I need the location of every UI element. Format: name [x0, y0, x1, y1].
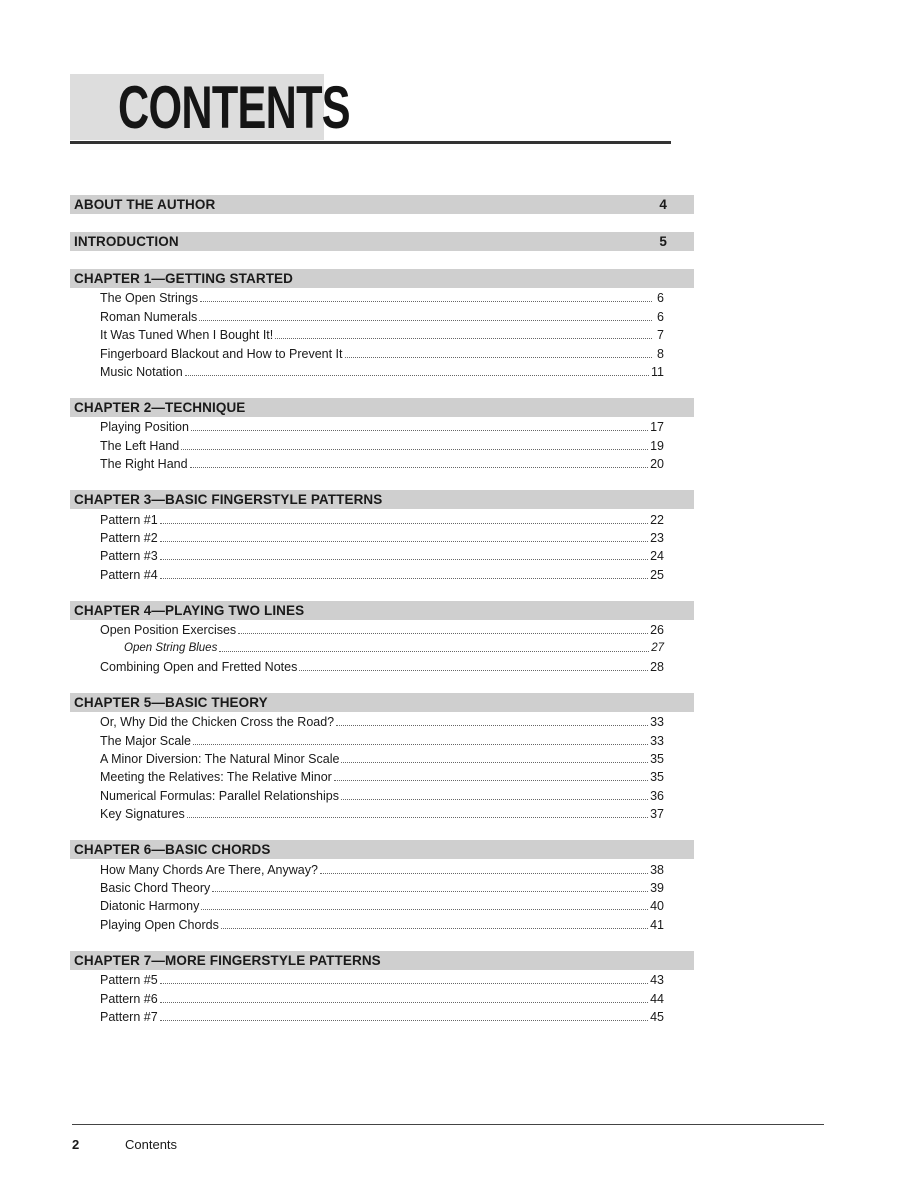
- section-bar-about-the-author: [70, 195, 694, 214]
- chapter-heading: [70, 840, 694, 859]
- entry-label: A Minor Diversion: The Natural Minor Scale: [100, 752, 340, 767]
- chapter-heading: [70, 398, 694, 417]
- entry-label: Pattern #5: [100, 973, 158, 988]
- toc-entry: [70, 988, 694, 1006]
- dot-leader: [341, 762, 648, 763]
- entry-label: Combining Open and Fretted Notes: [100, 659, 298, 674]
- dot-leader: [221, 928, 648, 929]
- chapter-title: CHAPTER 4—PLAYING TWO LINES: [74, 602, 305, 618]
- entry-page: 35: [650, 770, 664, 785]
- chapter-section: [70, 693, 694, 822]
- entry-label: Meeting the Relatives: The Relative Minor: [100, 770, 332, 785]
- toc-entry: [70, 878, 694, 896]
- chapter-title: CHAPTER 7—MORE FINGERSTYLE PATTERNS: [74, 952, 381, 968]
- dot-leader: [341, 799, 648, 800]
- chapter-heading: [70, 951, 694, 970]
- dot-leader: [219, 651, 649, 652]
- entry-page: 24: [650, 549, 664, 564]
- dot-leader: [160, 1020, 648, 1021]
- footer-rule: [72, 1124, 824, 1125]
- toc-entry: [70, 767, 694, 785]
- dot-leader: [160, 578, 648, 579]
- entry-label: Pattern #3: [100, 549, 158, 564]
- section-title: ABOUT THE AUTHOR: [74, 197, 216, 212]
- chapter-title: CHAPTER 3—BASIC FINGERSTYLE PATTERNS: [74, 492, 383, 508]
- chapter-section: [70, 398, 694, 472]
- entry-label: The Left Hand: [100, 438, 180, 453]
- dot-leader: [238, 633, 648, 634]
- toc-entry: [70, 1007, 694, 1025]
- dot-leader: [190, 467, 649, 468]
- dot-leader: [199, 320, 652, 321]
- entry-label: Open String Blues: [124, 642, 218, 655]
- toc-entry: [70, 785, 694, 803]
- entry-label: The Major Scale: [100, 733, 192, 748]
- entry-list: [70, 509, 694, 583]
- title-rule: [70, 141, 671, 144]
- chapter-section: [70, 269, 694, 380]
- chapter-title: CHAPTER 1—GETTING STARTED: [74, 271, 294, 286]
- toc-entry: [70, 656, 694, 674]
- entry-page: 44: [650, 991, 664, 1006]
- dot-leader: [201, 909, 648, 910]
- dot-leader: [160, 523, 648, 524]
- entry-page: 40: [650, 899, 664, 914]
- toc-entry: [70, 454, 694, 472]
- section-page: 4: [659, 197, 667, 212]
- chapter-title: CHAPTER 6—BASIC CHORDS: [74, 842, 271, 858]
- dot-leader: [200, 301, 652, 302]
- entry-label: It Was Tuned When I Bought It!: [100, 328, 274, 343]
- entry-label: Playing Open Chords: [100, 917, 219, 932]
- dot-leader: [299, 670, 648, 671]
- toc-entry: [70, 546, 694, 564]
- toc-entry: [70, 749, 694, 767]
- chapter-section: [70, 840, 694, 933]
- toc-entry: [70, 896, 694, 914]
- page-title: CONTENTS: [118, 74, 350, 141]
- chapter-section: [70, 951, 694, 1025]
- entry-label: The Open Strings: [100, 291, 198, 306]
- entry-label: Numerical Formulas: Parallel Relationships: [100, 788, 339, 803]
- toc-entry: [70, 325, 694, 343]
- entry-page: 43: [650, 973, 664, 988]
- toc-subentry: [70, 638, 694, 656]
- toc-entry: [70, 620, 694, 638]
- entry-label: Pattern #2: [100, 530, 158, 545]
- entry-label: Open Position Exercises: [100, 623, 237, 638]
- entry-label: Pattern #7: [100, 1009, 158, 1024]
- entry-label: Roman Numerals: [100, 309, 198, 324]
- entry-list: [70, 859, 694, 933]
- entry-page: 22: [650, 512, 664, 527]
- entry-label: Basic Chord Theory: [100, 880, 211, 895]
- entry-page: 25: [650, 567, 664, 582]
- chapter-heading: [70, 601, 694, 620]
- toc-entry: [70, 509, 694, 527]
- dot-leader: [160, 983, 648, 984]
- chapter-title: CHAPTER 5—BASIC THEORY: [74, 694, 268, 710]
- toc-entry: [70, 417, 694, 435]
- toc-entry: [70, 859, 694, 877]
- entry-page: 11: [651, 364, 664, 379]
- entry-page: 6: [657, 309, 664, 324]
- section-title: INTRODUCTION: [74, 234, 179, 249]
- dot-leader: [334, 780, 648, 781]
- chapter-title: CHAPTER 2—TECHNIQUE: [74, 399, 246, 415]
- dot-leader: [336, 725, 648, 726]
- entry-page: 17: [650, 420, 664, 435]
- entry-list: [70, 970, 694, 1025]
- dot-leader: [181, 449, 648, 450]
- dot-leader: [275, 338, 652, 339]
- dot-leader: [345, 357, 653, 358]
- dot-leader: [185, 375, 649, 376]
- entry-list: [70, 712, 694, 822]
- entry-label: The Right Hand: [100, 457, 188, 472]
- toc-entry: [70, 362, 694, 380]
- toc-entry: [70, 306, 694, 324]
- toc-entry: [70, 712, 694, 730]
- chapter-heading: [70, 269, 694, 288]
- dot-leader: [160, 1002, 648, 1003]
- toc-entry: [70, 970, 694, 988]
- toc-entry: [70, 804, 694, 822]
- entry-label: Diatonic Harmony: [100, 899, 200, 914]
- toc-entry: [70, 288, 694, 306]
- entry-page: 35: [650, 752, 664, 767]
- dot-leader: [160, 541, 648, 542]
- entry-page: 26: [650, 623, 664, 638]
- chapter-section: [70, 601, 694, 675]
- section-bar-introduction: [70, 232, 694, 251]
- entry-label: Pattern #6: [100, 991, 158, 1006]
- entry-page: 20: [650, 457, 664, 472]
- entry-page: 6: [657, 291, 664, 306]
- dot-leader: [187, 817, 648, 818]
- entry-page: 7: [657, 328, 664, 343]
- entry-label: Music Notation: [100, 364, 183, 379]
- table-of-contents: [70, 195, 694, 1043]
- dot-leader: [320, 873, 648, 874]
- chapter-heading: [70, 490, 694, 509]
- toc-entry: [70, 528, 694, 546]
- chapter-heading: [70, 693, 694, 712]
- entry-page: 28: [650, 659, 664, 674]
- toc-entry: [70, 914, 694, 932]
- entry-page: 38: [650, 862, 664, 877]
- dot-leader: [212, 891, 648, 892]
- toc-entry: [70, 564, 694, 582]
- entry-page: 27: [651, 642, 664, 655]
- entry-label: Or, Why Did the Chicken Cross the Road?: [100, 715, 335, 730]
- entry-page: 37: [650, 807, 664, 822]
- entry-page: 23: [650, 530, 664, 545]
- toc-entry: [70, 435, 694, 453]
- entry-label: Key Signatures: [100, 807, 185, 822]
- toc-entry: [70, 730, 694, 748]
- entry-page: 33: [650, 733, 664, 748]
- entry-page: 33: [650, 715, 664, 730]
- entry-label: Fingerboard Blackout and How to Prevent It: [100, 346, 343, 361]
- entry-page: 45: [650, 1009, 664, 1024]
- entry-label: Playing Position: [100, 420, 189, 435]
- footer-label: Contents: [125, 1137, 178, 1152]
- section-page: 5: [659, 234, 667, 249]
- entry-label: Pattern #1: [100, 512, 158, 527]
- entry-list: [70, 417, 694, 472]
- chapter-section: [70, 490, 694, 583]
- entry-list: [70, 288, 694, 380]
- entry-page: 39: [650, 880, 664, 895]
- entry-label: Pattern #4: [100, 567, 158, 582]
- entry-page: 19: [650, 438, 664, 453]
- dot-leader: [193, 744, 648, 745]
- footer-page-number: 2: [72, 1137, 80, 1152]
- entry-list: [70, 620, 694, 675]
- dot-leader: [191, 430, 648, 431]
- entry-page: 8: [657, 346, 664, 361]
- entry-page: 36: [650, 788, 664, 803]
- entry-label: How Many Chords Are There, Anyway?: [100, 862, 318, 877]
- entry-page: 41: [650, 917, 664, 932]
- toc-entry: [70, 343, 694, 361]
- dot-leader: [160, 559, 648, 560]
